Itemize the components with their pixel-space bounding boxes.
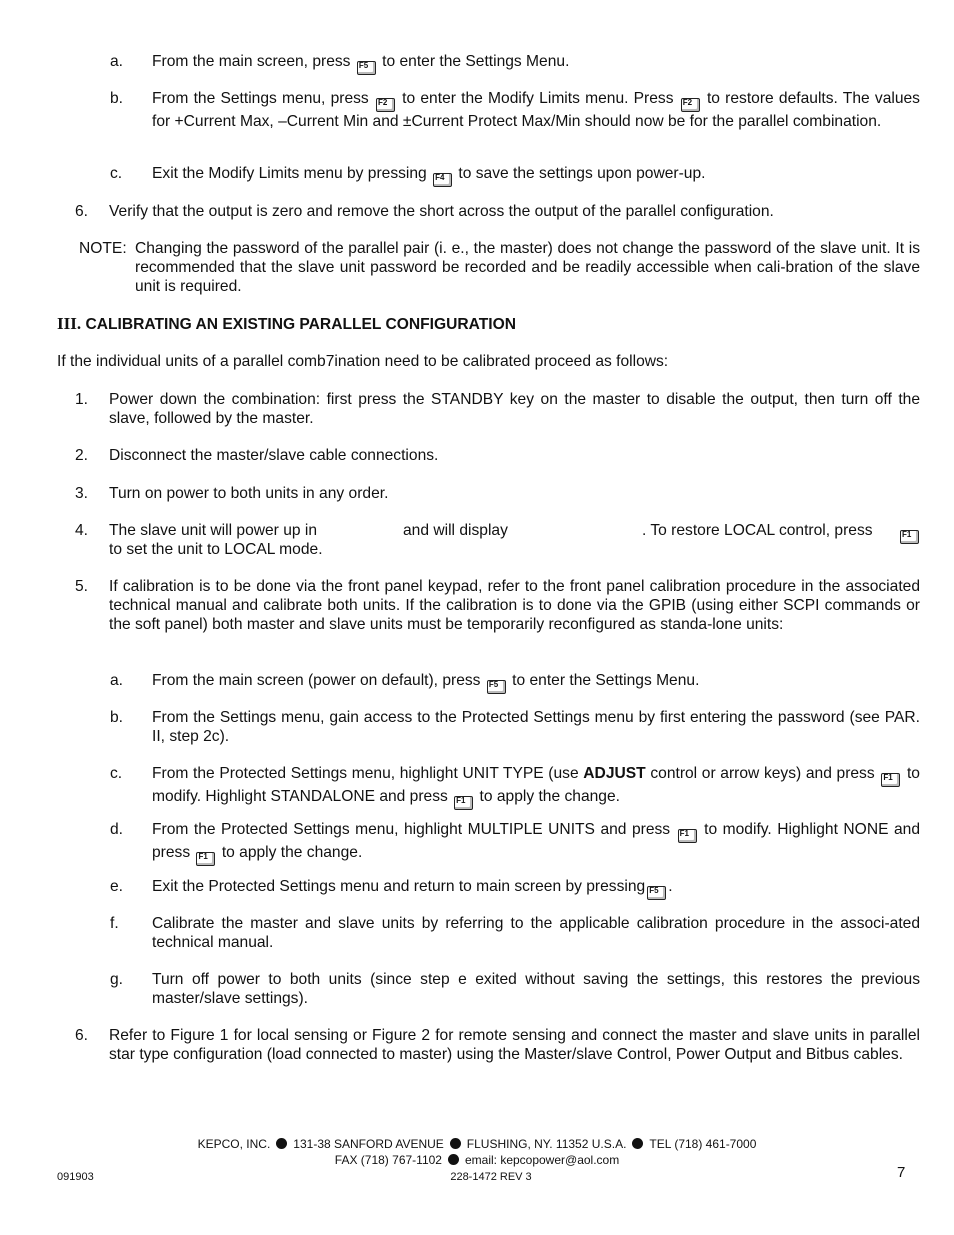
step-3: Turn on power to both units in any order. (109, 485, 389, 502)
step-5-substep-d: From the Protected Settings menu, highlight MULTIPLE UNITS and press F1 to modify. Highlight NONE and press F1 to apply the change. (152, 820, 920, 866)
f5-key-icon: F5 (647, 886, 666, 900)
section-number: III. (57, 314, 82, 333)
step-5-substep-e: Exit the Protected Settings menu and return to main screen by pressing F5 . (152, 877, 920, 900)
section-heading (57, 314, 516, 334)
step-2: Disconnect the master/slave cable connections. (109, 447, 439, 464)
footer-address: 131-38 SANFORD AVENUE (293, 1137, 444, 1151)
note-text: Changing the password of the parallel pair (i. e., the master) does not change the password of the slave unit. It is recommended that the slave unit password be recorded and be readily accessible when cali-bration of the slave unit is required. (135, 240, 920, 295)
list-marker: c. (110, 765, 123, 782)
list-marker: e. (110, 878, 124, 895)
step-5-substep-g: Turn off power to both units (since step e exited without saving the settings, this restores the previous master/slave settings). (152, 971, 920, 1007)
list-marker: b. (110, 709, 124, 726)
page-number: 7 (897, 1164, 906, 1181)
list-marker: a. (110, 53, 124, 70)
footer-address-line (0, 1136, 954, 1152)
f1-key-icon: F1 (196, 852, 215, 866)
f1-key-icon: F1 (881, 773, 900, 787)
bullet-icon (448, 1154, 459, 1165)
step-6-verify: Verify that the output is zero and remove the short across the output of the parallel configuration. (109, 203, 774, 220)
list-marker: 6. (75, 1027, 89, 1044)
step-5-substep-b: From the Settings menu, gain access to the Protected Settings menu by first entering the password (see PAR. II, step 2c). (152, 709, 920, 745)
step-1: Power down the combination: first press the STANDBY key on the master to disable the output, then turn off the slave, followed by the master. (109, 391, 920, 427)
footer-contact-line (0, 1152, 954, 1168)
f1-key-icon: F1 (678, 829, 697, 843)
list-marker: 6. (75, 203, 89, 220)
footer-tel: TEL (718) 461-7000 (649, 1137, 757, 1151)
bullet-icon (276, 1138, 287, 1149)
list-marker: 2. (75, 447, 89, 464)
f1-key-icon: F1 (454, 796, 473, 810)
step-4-text-1: The slave unit will power up in (109, 522, 318, 539)
footer-email: email: kepcopower@aol.com (464, 1153, 620, 1167)
step-5-substep-a: From the main screen (power on default), press F5 to enter the Settings Menu. (152, 671, 920, 694)
substep-c: Exit the Modify Limits menu by pressing F4 to save the settings upon power-up. (152, 164, 920, 187)
list-marker: b. (110, 90, 124, 107)
step-4-text-4: to set the unit to LOCAL mode. (109, 541, 323, 558)
f1-key-icon: F1 (900, 530, 919, 544)
footer-doc-number: 228-1472 REV 3 (450, 1171, 532, 1183)
substep-b: From the Settings menu, press F2 to enter the Modify Limits menu. Press F2 to restore defaults. The values for +Current Max, –Current Min and ±Current Protect Max/Min should now be for the parallel combination. (152, 90, 920, 130)
note-label: NOTE: (79, 240, 127, 257)
substep-a: From the main screen, press F5 to enter the Settings Menu. (152, 52, 920, 75)
step-4-text-3: . To restore LOCAL control, press (642, 522, 873, 539)
list-marker: f. (110, 915, 119, 932)
list-marker: d. (110, 821, 124, 838)
bullet-icon (632, 1138, 643, 1149)
footer-date-code: 091903 (57, 1171, 94, 1183)
step-5-substep-c: From the Protected Settings menu, highlight UNIT TYPE (use ADJUST control or arrow keys) and press F1 to modify. Highlight STANDALONE and press F1 to apply the change. (152, 764, 920, 810)
f5-key-icon: F5 (487, 680, 506, 694)
step-5: If calibration is to be done via the front panel keypad, refer to the front panel calibration procedure in the associated technical manual and calibrate both units. If the calibration is to done via the GPIB (using either SCPI commands or the soft panel) both master and slave units must be temporarily reconfigured as standa-lone units: (109, 578, 920, 633)
bullet-icon (450, 1138, 461, 1149)
list-marker: 4. (75, 522, 89, 539)
footer-company: KEPCO, INC. (197, 1137, 271, 1151)
step-4-text-2: and will display (403, 522, 508, 539)
footer-city: FLUSHING, NY. 11352 U.S.A. (466, 1137, 627, 1151)
step-6-connect: Refer to Figure 1 for local sensing or Figure 2 for remote sensing and connect the master and slave units in parallel star type configuration (load connected to master) using the Master/slave Control, Power Output and Bitbus cables. (109, 1027, 920, 1063)
footer-fax: FAX (718) 767-1102 (334, 1153, 442, 1167)
f4-key-icon: F4 (433, 173, 452, 187)
list-marker: 3. (75, 485, 89, 502)
f2-key-icon: F2 (376, 98, 395, 112)
f5-key-icon: F5 (357, 61, 376, 75)
step-5-substep-f: Calibrate the master and slave units by referring to the applicable calibration procedure in the associ-ated technical manual. (152, 915, 920, 951)
section-title: CALIBRATING AN EXISTING PARALLEL CONFIGURATION (85, 316, 517, 333)
list-marker: c. (110, 165, 123, 182)
list-marker: a. (110, 672, 124, 689)
f2-key-icon: F2 (681, 98, 700, 112)
intro-paragraph: If the individual units of a parallel comb7ination need to be calibrated proceed as follows: (57, 353, 669, 370)
list-marker: 1. (75, 391, 89, 408)
list-marker: 5. (75, 578, 89, 595)
list-marker: g. (110, 971, 124, 988)
